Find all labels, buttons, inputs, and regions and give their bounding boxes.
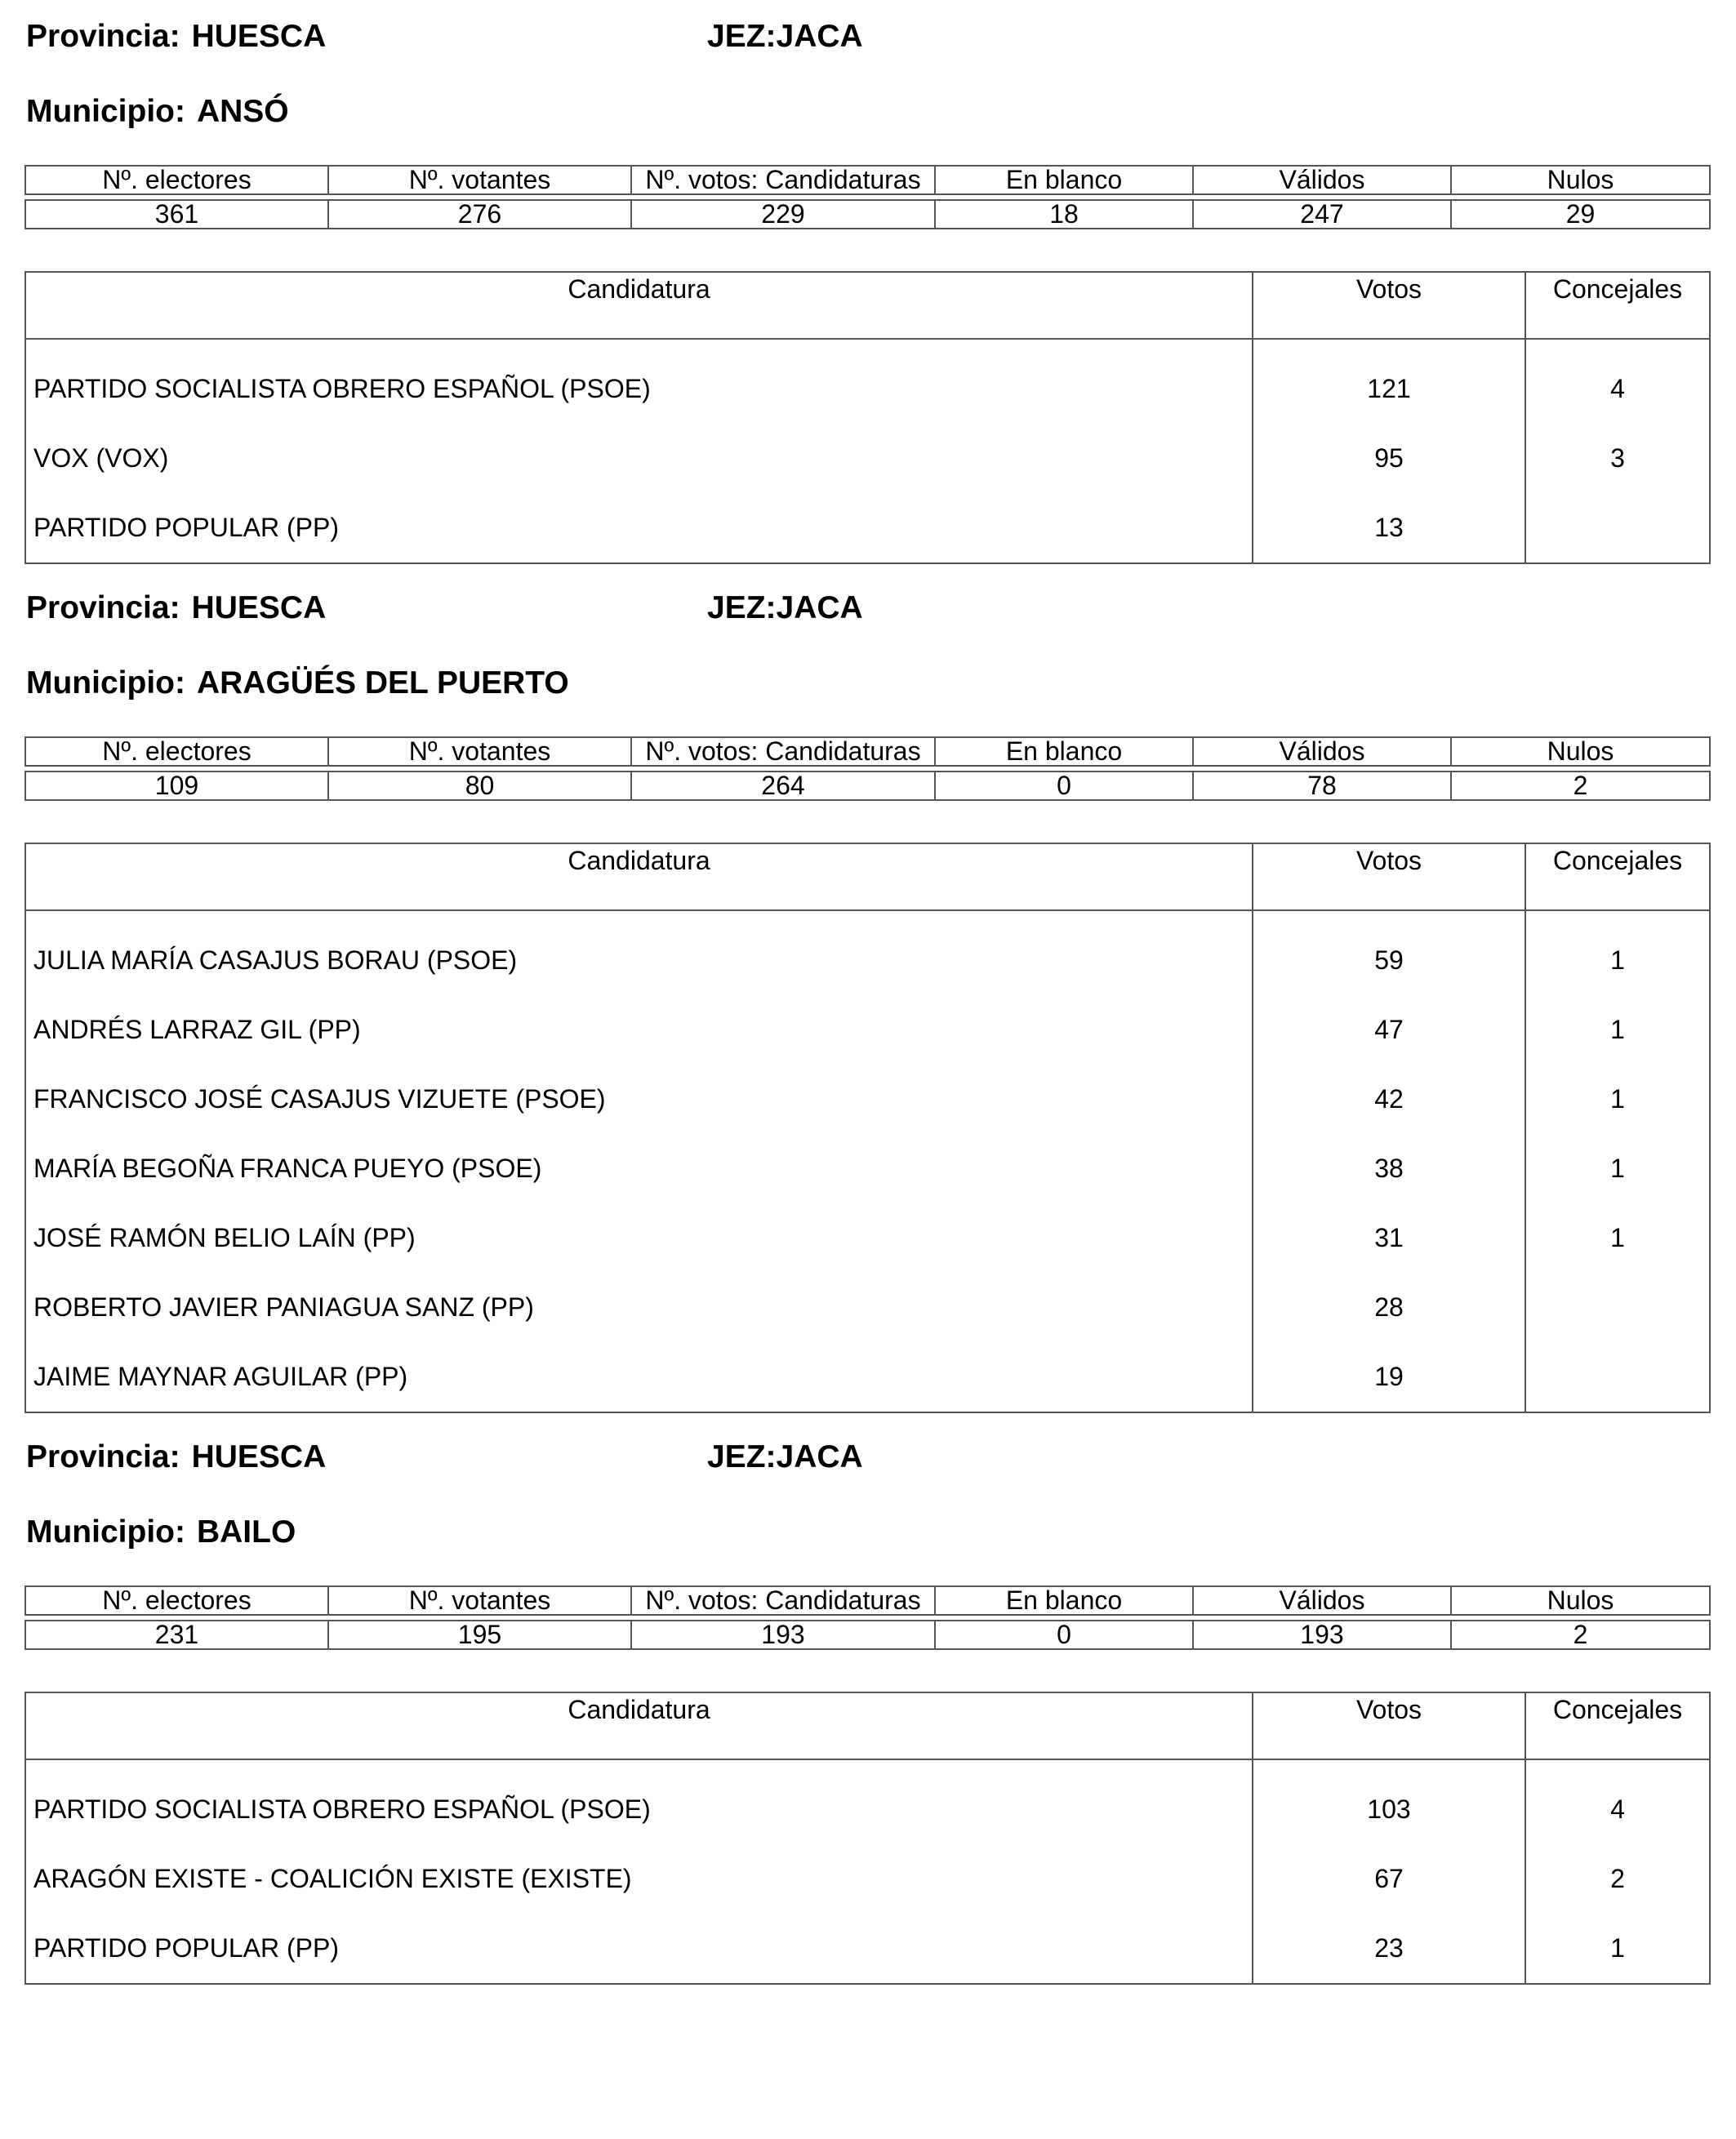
concejales-header: Concejales [1525,843,1710,910]
candidatura-header: Candidatura [25,1692,1253,1759]
stats-en-blanco: 0 [935,1621,1193,1649]
stats-gap [25,1615,1710,1621]
municipio-value: BAILO [196,1514,296,1550]
stats-header-votantes: Nº. votantes [328,737,631,766]
stats-nulos: 2 [1451,772,1710,800]
jez-line [707,1439,863,1476]
jez-value: JACA [776,1439,863,1474]
candidate-name: PARTIDO POPULAR (PP) [33,513,339,542]
stats-validos: 247 [1193,200,1451,229]
municipio-value: ANSÓ [196,94,289,129]
concejales-header: Concejales [1525,1692,1710,1759]
stats-header-row [25,166,1710,194]
stats-votos-candidaturas: 229 [631,200,935,229]
candidate-name: ANDRÉS LARRAZ GIL (PP) [33,1015,361,1044]
jez-value: JACA [776,19,863,54]
stats-header-electores: Nº. electores [25,166,328,194]
candidate-row [25,1342,1710,1412]
candidate-concejales: 4 [1525,339,1710,424]
stats-header-votos-candidaturas: Nº. votos: Candidaturas [631,1586,935,1615]
candidate-row [25,1844,1710,1914]
stats-header-en-blanco: En blanco [935,737,1193,766]
provincia-value: HUESCA [191,19,327,54]
votos-header: Votos [1253,843,1525,910]
stats-header-row [25,737,1710,766]
stats-votantes: 80 [328,772,631,800]
stats-votos-candidaturas: 264 [631,772,935,800]
provincia-line [26,18,326,56]
provincia-line [26,1439,326,1476]
candidate-name: JOSÉ RAMÓN BELIO LAÍN (PP) [33,1223,416,1252]
votos-header: Votos [1253,272,1525,339]
stats-header-electores: Nº. electores [25,737,328,766]
stats-nulos: 2 [1451,1621,1710,1649]
stats-header-en-blanco: En blanco [935,166,1193,194]
jez-label: JEZ: [707,1439,777,1474]
stats-header-nulos: Nulos [1451,1586,1710,1615]
stats-value-row [25,772,1710,800]
candidate-votes: 38 [1253,1134,1525,1203]
municipio-line [26,1514,296,1551]
candidate-concejales: 3 [1525,424,1710,493]
stats-header-nulos: Nulos [1451,166,1710,194]
provincia-label: Provincia: [26,19,180,54]
stats-electores: 231 [25,1621,328,1649]
stats-validos: 193 [1193,1621,1451,1649]
candidate-votes: 59 [1253,910,1525,995]
candidate-votes: 28 [1253,1273,1525,1342]
candidate-name: ARAGÓN EXISTE - COALICIÓN EXISTE (EXISTE) [33,1864,632,1893]
provincia-value: HUESCA [191,1439,327,1474]
candidate-concejales: 2 [1525,1844,1710,1914]
municipio-label: Municipio: [26,94,185,129]
candidate-concejales: 1 [1525,910,1710,995]
candidate-name: VOX (VOX) [33,443,169,473]
stats-en-blanco: 18 [935,200,1193,229]
jez-line [707,589,863,627]
provincia-label: Provincia: [26,590,180,625]
candidate-concejales: 1 [1525,1065,1710,1134]
stats-value-row [25,200,1710,229]
candidate-row [25,1273,1710,1342]
candidate-votes: 23 [1253,1914,1525,1984]
votos-header: Votos [1253,1692,1525,1759]
stats-votantes: 276 [328,200,631,229]
candidate-concejales: 1 [1525,1914,1710,1984]
candidate-row [25,995,1710,1065]
provincia-line [26,589,326,627]
stats-header-nulos: Nulos [1451,737,1710,766]
stats-gap [25,766,1710,772]
candidate-concejales [1525,493,1710,563]
candidates-header-row [25,272,1710,339]
jez-value: JACA [776,590,863,625]
jez-label: JEZ: [707,590,777,625]
candidate-name: PARTIDO POPULAR (PP) [33,1933,339,1963]
candidatura-header: Candidatura [25,843,1253,910]
candidate-name: JAIME MAYNAR AGUILAR (PP) [33,1362,408,1391]
candidate-name: JULIA MARÍA CASAJUS BORAU (PSOE) [33,945,518,975]
stats-header-row [25,1586,1710,1615]
stats-header-votos-candidaturas: Nº. votos: Candidaturas [631,737,935,766]
municipio-value: ARAGÜÉS DEL PUERTO [196,665,569,700]
stats-header-en-blanco: En blanco [935,1586,1193,1615]
candidates-table [24,843,1711,1413]
candidates-table [24,271,1711,564]
candidate-concejales: 1 [1525,1203,1710,1273]
candidate-concejales: 1 [1525,1134,1710,1203]
stats-header-electores: Nº. electores [25,1586,328,1615]
candidate-votes: 13 [1253,493,1525,563]
candidate-votes: 31 [1253,1203,1525,1273]
candidate-concejales: 4 [1525,1759,1710,1844]
municipio-label: Municipio: [26,665,185,700]
stats-votos-candidaturas: 193 [631,1621,935,1649]
candidate-row [25,910,1710,995]
concejales-header: Concejales [1525,272,1710,339]
candidates-header-row [25,843,1710,910]
candidate-name: PARTIDO SOCIALISTA OBRERO ESPAÑOL (PSOE) [33,374,651,403]
candidate-votes: 121 [1253,339,1525,424]
municipio-line [26,665,569,702]
candidate-row [25,1203,1710,1273]
candidate-concejales: 1 [1525,995,1710,1065]
stats-validos: 78 [1193,772,1451,800]
candidate-row [25,339,1710,424]
candidate-name: MARÍA BEGOÑA FRANCA PUEYO (PSOE) [33,1154,542,1183]
candidate-name: FRANCISCO JOSÉ CASAJUS VIZUETE (PSOE) [33,1084,606,1114]
stats-electores: 109 [25,772,328,800]
candidate-row [25,493,1710,563]
stats-header-validos: Válidos [1193,737,1451,766]
candidate-votes: 103 [1253,1759,1525,1844]
candidates-header-row [25,1692,1710,1759]
stats-header-validos: Válidos [1193,166,1451,194]
candidate-concejales [1525,1273,1710,1342]
provincia-value: HUESCA [191,590,327,625]
stats-value-row [25,1621,1710,1649]
municipio-label: Municipio: [26,1514,185,1550]
stats-header-votos-candidaturas: Nº. votos: Candidaturas [631,166,935,194]
stats-gap [25,194,1710,200]
stats-header-validos: Válidos [1193,1586,1451,1615]
stats-header-votantes: Nº. votantes [328,166,631,194]
stats-electores: 361 [25,200,328,229]
candidatura-header: Candidatura [25,272,1253,339]
candidate-row [25,1759,1710,1844]
stats-votantes: 195 [328,1621,631,1649]
stats-header-votantes: Nº. votantes [328,1586,631,1615]
stats-table [24,736,1711,801]
jez-label: JEZ: [707,19,777,54]
candidate-name: PARTIDO SOCIALISTA OBRERO ESPAÑOL (PSOE) [33,1794,651,1824]
jez-line [707,18,863,56]
candidate-row [25,1134,1710,1203]
candidate-votes: 67 [1253,1844,1525,1914]
candidate-row [25,1914,1710,1984]
stats-en-blanco: 0 [935,772,1193,800]
stats-nulos: 29 [1451,200,1710,229]
candidate-votes: 47 [1253,995,1525,1065]
candidate-name: ROBERTO JAVIER PANIAGUA SANZ (PP) [33,1292,534,1322]
stats-table [24,1585,1711,1650]
candidate-votes: 19 [1253,1342,1525,1412]
candidate-row [25,1065,1710,1134]
provincia-label: Provincia: [26,1439,180,1474]
candidate-concejales [1525,1342,1710,1412]
stats-table [24,165,1711,229]
candidate-votes: 42 [1253,1065,1525,1134]
municipio-line [26,93,289,131]
candidate-row [25,424,1710,493]
candidates-table [24,1692,1711,1985]
candidate-votes: 95 [1253,424,1525,493]
